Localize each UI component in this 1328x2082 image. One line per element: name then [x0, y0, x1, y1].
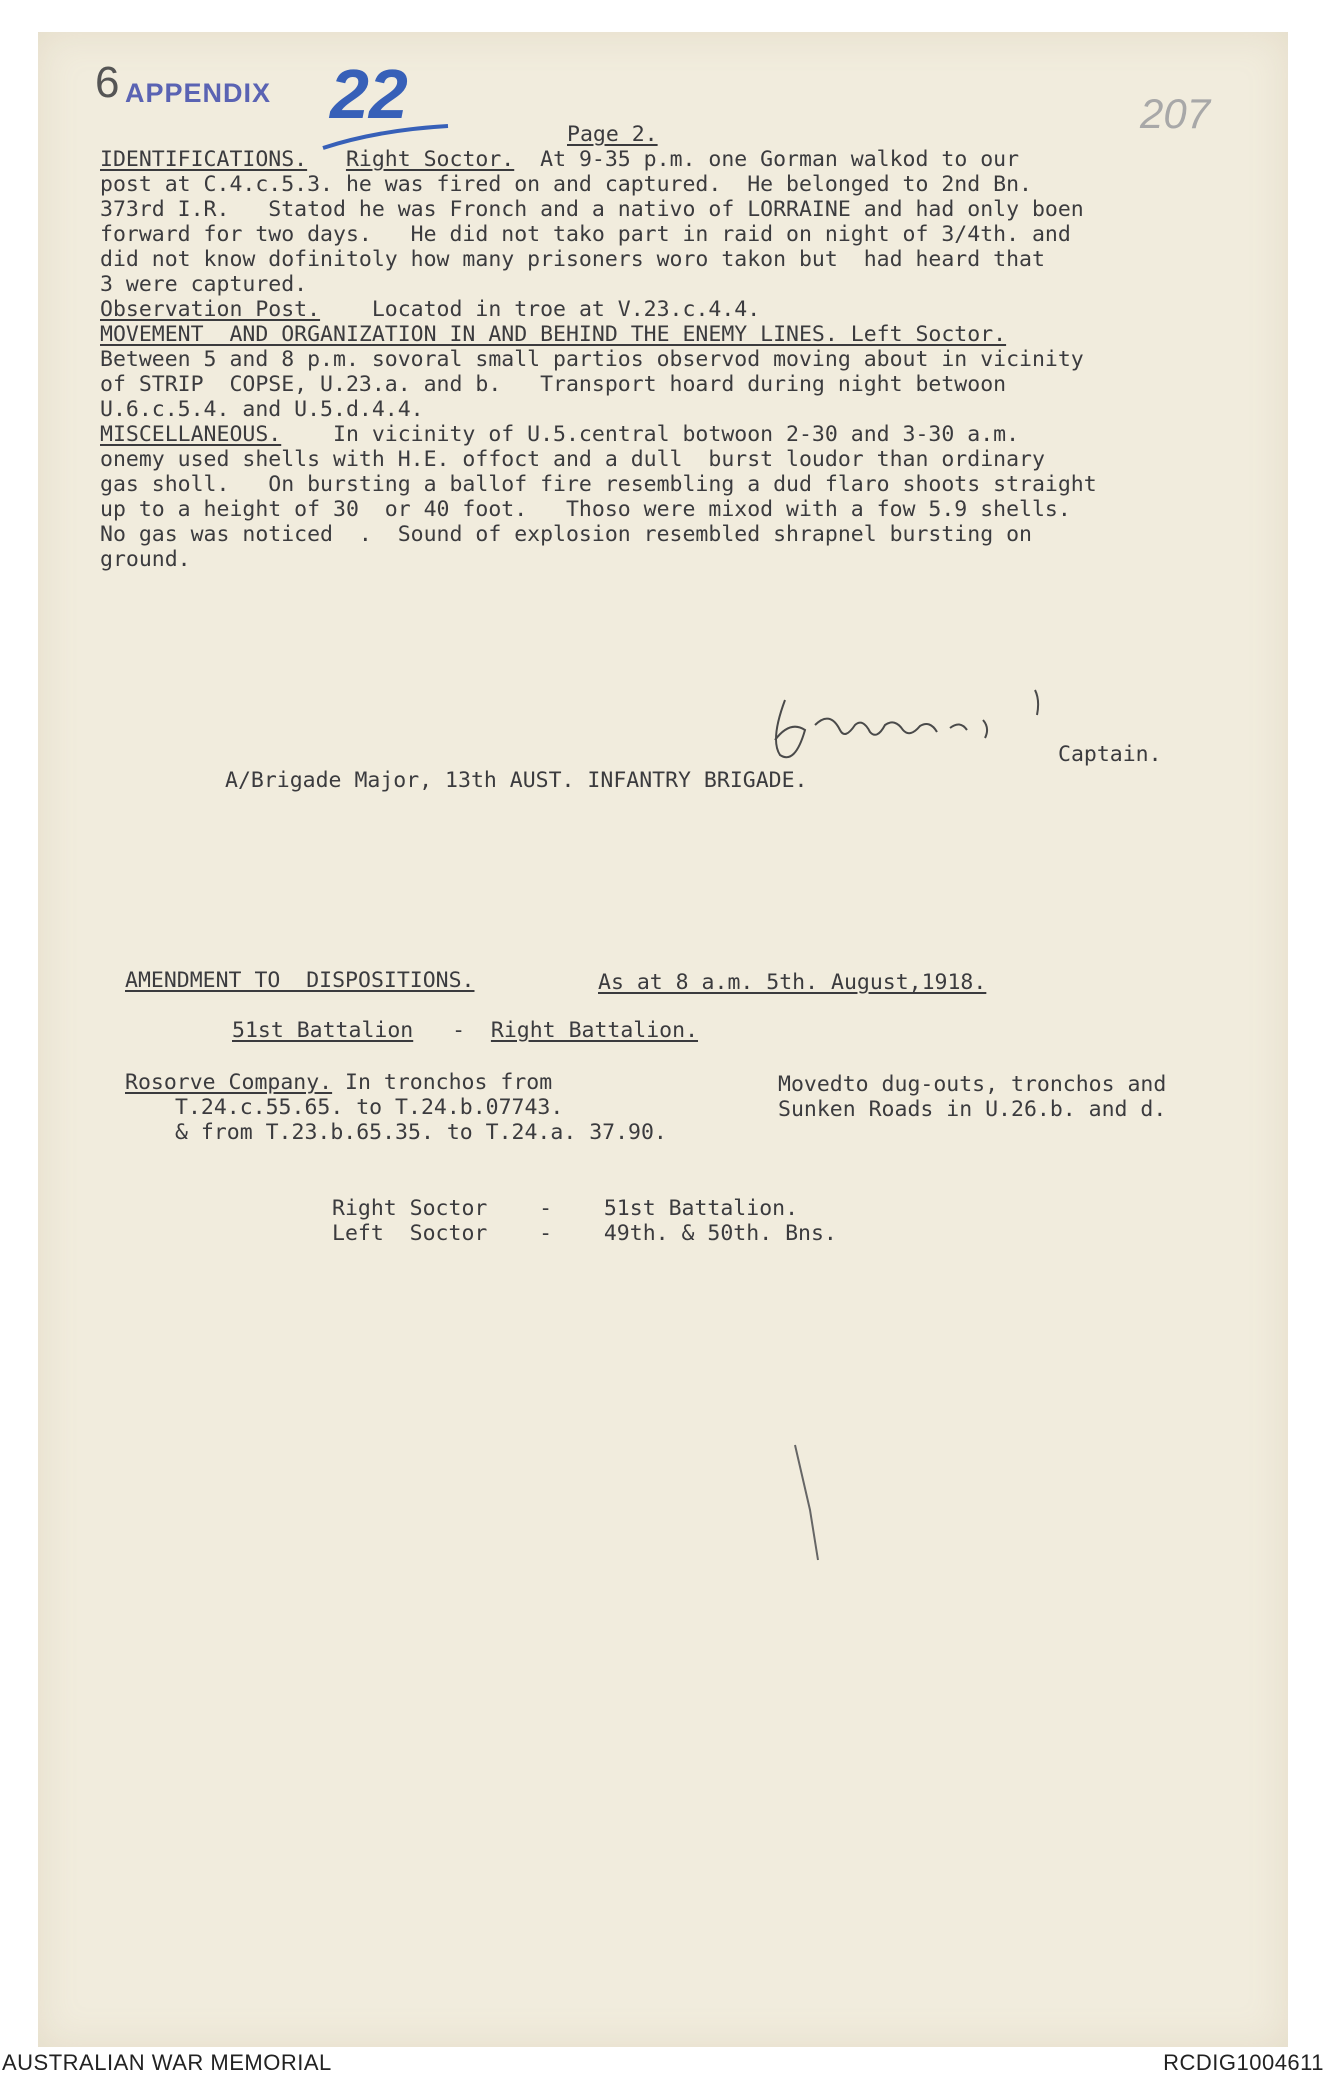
- text-line: Between 5 and 8 p.m. sovoral small partios observod moving about in vicinity: [100, 347, 1084, 372]
- text-line: post at C.4.c.5.3. he was fired on and captured. He belonged to 2nd Bn.: [100, 172, 1032, 197]
- text-line: did not know dofinitoly how many prisoners woro takon but had heard that: [100, 247, 1045, 272]
- signature-title: A/Brigade Major, 13th AUST. INFANTRY BRIGADE.: [225, 768, 808, 793]
- text-line: ground.: [100, 547, 191, 572]
- heading-observation-post: Observation Post.: [100, 297, 321, 322]
- amendment-heading: AMENDMENT TO DISPOSITIONS.: [125, 968, 475, 993]
- footer-institution: AUSTRALIAN WAR MEMORIAL: [2, 2050, 332, 2075]
- sector-name: Left Soctor: [332, 1221, 488, 1246]
- text-line: [100, 422, 1019, 447]
- heading-identifications: IDENTIFICATIONS.: [100, 147, 308, 172]
- sector-row: [332, 1221, 837, 1246]
- text-line: [100, 297, 760, 322]
- battalion-dash: -: [452, 1018, 466, 1043]
- line-text: Locatod in troe at V.23.c.4.4.: [320, 297, 761, 322]
- sector-row: [332, 1196, 798, 1221]
- reserve-company-label: Rosorve Company.: [125, 1070, 333, 1095]
- text-line: 373rd I.R. Statod he was Fronch and a nativo of LORRAINE and had only boen: [100, 197, 1084, 222]
- sector-unit: 49th. & 50th. Bns.: [603, 1221, 837, 1246]
- reserve-location-line: & from T.23.b.65.35. to T.24.a. 37.90.: [175, 1120, 667, 1145]
- text-line: up to a height of 30 or 40 foot. Thoso were mixod with a fow 5.9 shells.: [100, 497, 1071, 522]
- battalion-line: [232, 1018, 698, 1043]
- line-text: In vicinity of U.5.central botwoon 2-30 and 3-30 a.m.: [281, 422, 1020, 447]
- page-number: Page 2.: [567, 122, 658, 147]
- amendment-date: As at 8 a.m. 5th. August,1918.: [598, 970, 987, 995]
- text-line: 3 were captured.: [100, 272, 308, 297]
- sector-dash: -: [539, 1196, 553, 1221]
- moved-line: Sunken Roads in U.26.b. and d.: [778, 1097, 1167, 1122]
- sector-unit: 51st Battalion.: [603, 1196, 799, 1221]
- line-text: At 9-35 p.m. one Gorman walkod to our: [514, 147, 1020, 172]
- moved-line: Movedto dug-outs, tronchos and: [778, 1072, 1167, 1097]
- pencil-mark: [790, 1440, 830, 1570]
- battalion-name: 51st Battalion: [232, 1018, 414, 1043]
- battalion-role: Right Battalion.: [490, 1018, 699, 1043]
- reserve-location-line: T.24.c.55.65. to T.24.b.07743.: [175, 1095, 564, 1120]
- appendix-label: APPENDIX: [125, 78, 272, 108]
- signature-rank: Captain.: [1058, 742, 1162, 767]
- reserve-from-text: In tronchos from: [332, 1070, 553, 1095]
- text-line: No gas was noticed . Sound of explosion resembled shrapnel bursting on: [100, 522, 1032, 547]
- sector-name: Right Soctor: [332, 1196, 488, 1221]
- text-line: U.6.c.5.4. and U.5.d.4.4.: [100, 397, 424, 422]
- corner-mark: 6: [95, 58, 120, 107]
- folio-number: 207: [1140, 90, 1211, 137]
- text-line: of STRIP COPSE, U.23.a. and b. Transport hoard during night betwoon: [100, 372, 1007, 397]
- sector-dash: -: [539, 1221, 553, 1246]
- text-line: gas sholl. On bursting a ballof fire resembling a dud flaro shoots straight: [100, 472, 1097, 497]
- text-line: forward for two days. He did not tako part in raid on night of 3/4th. and: [100, 222, 1071, 247]
- text-line: onemy used shells with H.E. offoct and a dull burst loudor than ordinary: [100, 447, 1045, 472]
- text-line: [100, 147, 1019, 172]
- reserve-line: [125, 1070, 552, 1095]
- footer-identifier: RCDIG1004611: [1163, 2050, 1324, 2075]
- subheading-right-sector: Right Soctor.: [345, 147, 515, 172]
- heading-movement: MOVEMENT AND ORGANIZATION IN AND BEHIND THE ENEMY LINES. Left Soctor.: [100, 322, 1007, 347]
- appendix-number: 22: [330, 55, 408, 133]
- heading-miscellaneous: MISCELLANEOUS.: [100, 422, 282, 447]
